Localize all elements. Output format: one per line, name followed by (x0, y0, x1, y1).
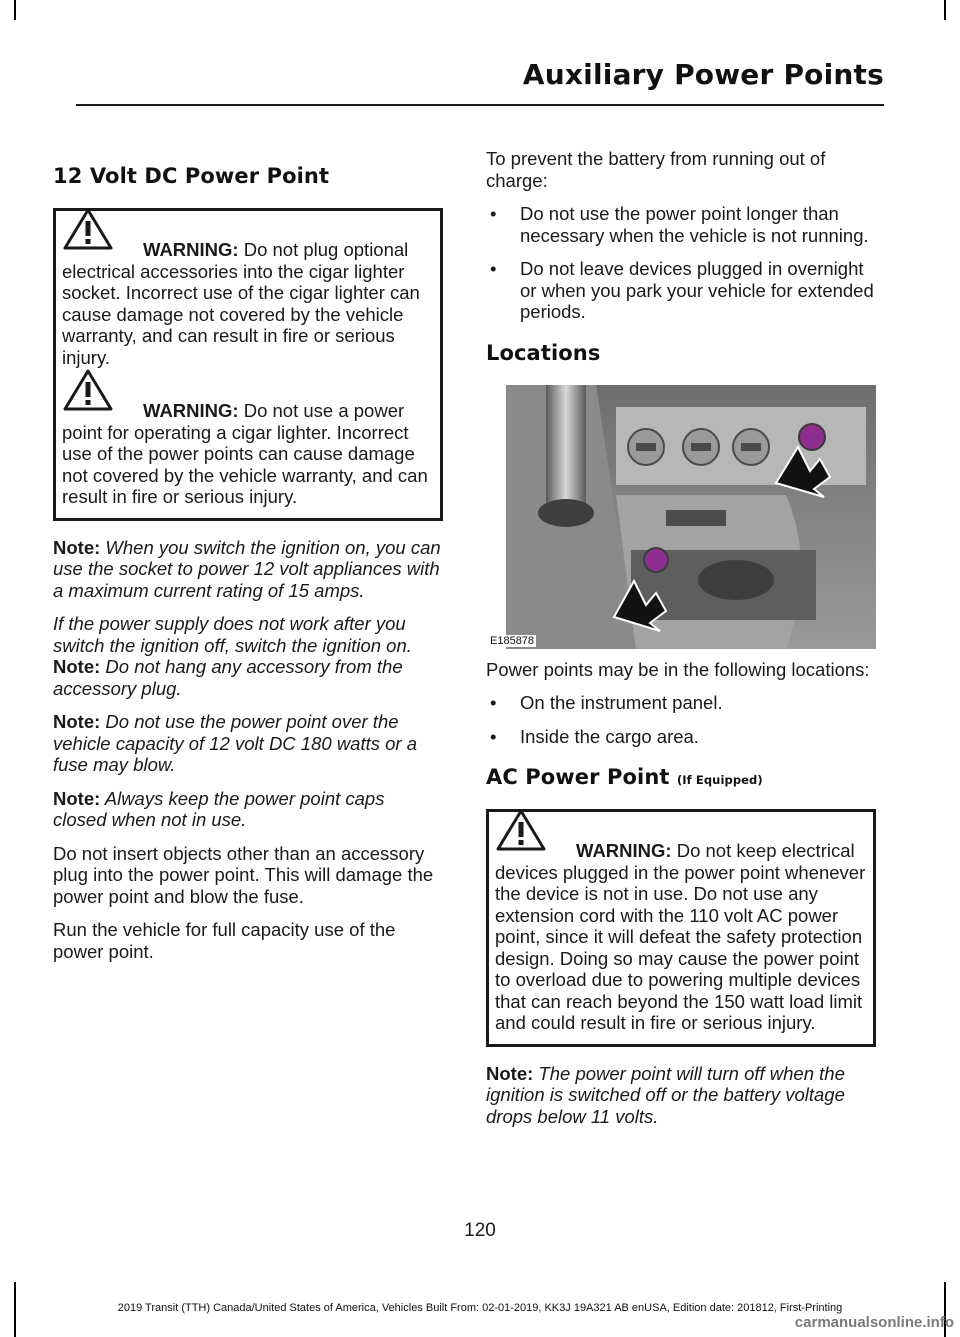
body-paragraph: Power points may be in the following locations: (486, 658, 870, 680)
warning-1 (62, 239, 434, 368)
warning-text: Do not plug optional electrical accessories into the cigar lighter socket. Incorrect use of the cigar lighter can cause damage not covered by the vehicle warranty, and can result in fire or serious injury. (62, 239, 420, 368)
warning-box (486, 809, 876, 1047)
footer-info: 2019 Transit (TTH) Canada/United States of America, Vehicles Built From: 02-01-2019, KK3J 19A321 AB enUSA, Edition date: 201812, First-Printing (117, 1302, 843, 1314)
list-item: • Inside the cargo area. (490, 725, 699, 747)
note-label: Note: (53, 787, 101, 809)
note-2 (53, 656, 443, 699)
power-point-figure (486, 385, 876, 649)
warning-label: WARNING: (143, 400, 239, 421)
note-text: When you switch the ignition on, you can use the socket to power 12 volt appliances with a maximum current rating of 15 amps. (53, 536, 441, 601)
dashboard-illustration (486, 385, 876, 649)
section-heading-dc: 12 Volt DC Power Point (53, 164, 330, 188)
figure-id: E185878 (490, 634, 535, 647)
crop-mark (14, 0, 16, 20)
body-paragraph: Run the vehicle for full capacity use of the power point. (53, 919, 396, 962)
right-column (486, 148, 876, 1127)
bullet-list (486, 203, 876, 323)
section-heading-locations: Locations (486, 340, 601, 365)
warning-triangle-icon (62, 368, 114, 412)
note-text: Do not hang any accessory from the accessory plug. (53, 656, 403, 699)
note-3 (53, 711, 443, 776)
list-item: • Do not use the power point longer than necessary when the vehicle is not running. (490, 203, 869, 246)
intro-paragraph: To prevent the battery from running out of charge: (486, 148, 826, 191)
note-text: Do not use the power point over the vehicle capacity of 12 volt DC 180 watts or a fuse may blow. (53, 711, 418, 775)
note-4 (53, 788, 443, 831)
section-heading-ac: AC Power Point (If Equipped) (486, 765, 763, 789)
body-paragraph: Do not insert objects other than an accessory plug into the power point. This will damage the power point and blow the fuse. (53, 842, 434, 907)
warning-text: Do not keep electrical devices plugged in the power point whenever the device is not in use. Do not use any extension cord with the 110 volt AC power point, since it will defeat the safety protection design. Doing so may cause the power point to overload due to powering multiple devices that can reach beyond the 150 watt load limit and could result in fire or serious injury. (495, 840, 866, 1033)
bullet-list (486, 692, 876, 747)
header-divider (76, 104, 884, 106)
watermark: carmanualsonline.info (794, 1314, 954, 1331)
warning-2 (62, 400, 434, 508)
warning-ac (495, 840, 867, 1034)
note-ac (486, 1063, 876, 1128)
warning-box (53, 208, 443, 521)
page-title: Auxiliary Power Points (522, 58, 884, 91)
crop-mark (944, 0, 946, 20)
warning-label: WARNING: (143, 239, 239, 260)
note-label: Note: (53, 656, 101, 677)
list-item: • On the instrument panel. (490, 692, 723, 713)
note-label: Note: (53, 711, 101, 732)
note-1 (53, 537, 443, 602)
italic-paragraph: If the power supply does not work after you switch the ignition off, switch the ignition on. (53, 613, 412, 656)
note-label: Note: (486, 1062, 534, 1084)
warning-label: WARNING: (576, 840, 672, 861)
list-item: • Do not leave devices plugged in overnight or when you park your vehicle for extended periods. (490, 258, 874, 322)
note-text: Always keep the power point caps closed when not in use. (53, 787, 385, 830)
note-label: Note: (53, 536, 101, 558)
warning-triangle-icon (495, 808, 547, 852)
left-column (53, 164, 443, 962)
warning-text: Do not use a power point for operating a cigar lighter. Incorrect use of the power points can cause damage not covered by the vehicle warranty, and can result in fire or serious injury. (62, 400, 428, 507)
warning-triangle-icon (62, 207, 114, 251)
note-text: The power point will turn off when the ignition is switched off or the battery voltage drops below 11 volts. (486, 1062, 845, 1127)
page-number: 120 (464, 1220, 496, 1241)
